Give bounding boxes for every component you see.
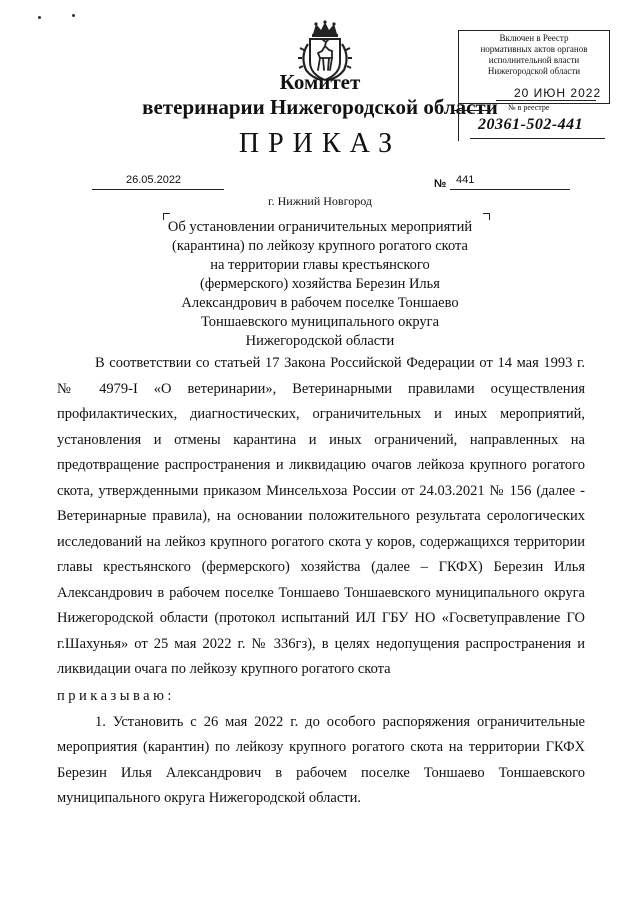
- subject-line: Об установлении ограничительных мероприятий: [167, 219, 473, 235]
- document-type-heading: ПРИКАЗ: [238, 128, 402, 159]
- number-underline: [450, 189, 570, 190]
- subject-line: (фермерского) хозяйства Березин Илья: [200, 276, 440, 292]
- document-date: 26.05.2022: [126, 174, 182, 186]
- committee-title: Комитет: [279, 70, 361, 94]
- document-subject: [150, 218, 490, 351]
- subject-line: (карантина) по лейкозу крупного рогатого скота: [172, 238, 468, 254]
- scan-speck: [72, 14, 75, 17]
- stamp-line: нормативных актов органов: [480, 44, 588, 54]
- decree-word: приказываю:: [57, 687, 175, 704]
- document-number: 441: [456, 174, 475, 186]
- subject-line: Нижегородской области: [245, 333, 395, 349]
- registry-date: 20 ИЮН 2022: [514, 86, 602, 100]
- registry-number-underline: [470, 138, 605, 139]
- order-item-1: 1. Установить с 26 мая 2022 г. до особого распоряжения ограничительные мероприятия (карантин) по лейкозу крупного рогатого скота на территории ГКФХ Березин Илья Александрович в рабочем поселке Тоншаево Тоншаевского муниципального округа Нижегородской области.: [57, 713, 585, 806]
- issue-city: г. Нижний Новгород: [268, 194, 372, 208]
- registry-number-label: № в реестре: [508, 103, 550, 112]
- date-underline: [92, 189, 224, 190]
- number-label: №: [434, 178, 447, 190]
- subject-line: Тоншаевского муниципального округа: [200, 314, 440, 330]
- registry-number: 20361-502-441: [478, 116, 584, 133]
- subject-line: Александрович в рабочем поселке Тоншаево: [181, 295, 459, 311]
- document-body: [57, 351, 585, 812]
- committee-subtitle: ветеринарии Нижегородской области: [142, 95, 498, 119]
- stamp-line: исполнительной власти: [488, 55, 580, 65]
- registry-date-underline: [496, 100, 596, 101]
- scan-speck: [38, 16, 41, 19]
- registry-stamp-side-line: [458, 101, 459, 141]
- stamp-line: Нижегородской области: [487, 66, 581, 76]
- stamp-overlap-line: [451, 110, 491, 111]
- stamp-line: Включен в Реестр: [499, 33, 569, 43]
- preamble-paragraph: В соответствии со статьей 17 Закона Российской Федерации от 14 мая 1993 г. № 4979-I «О ветеринарии», Ветеринарными правилами осуществления профилактических, диагностических, ограничительных и иных мероприятий, установления и отмены карантина и иных ограничений, направленных на предотвращение распространения и ликвидацию очагов лейкоза крупного рогатого скота, утвержденными приказом Минсельхоза России от 24.03.2021 № 156 (далее - Ветеринарные правила), на основании положительного результата серологических исследований на лейкоз крупного рогатого скота у коров, содержащихся территории главы крестьянского (фермерского) хозяйства (далее – ГКФХ) Березин Илья Александрович в рабочем поселке Тоншаево Тоншаевского муниципального округа Нижегородской области (протокол испытаний ИЛ ГБУ НО «Госветуправление ГО г.Шахунья» от 25 мая 2022 г. № 336гз), в целях недопущения распространения и ликвидации очага по лейкозу крупного рогатого скота: [57, 355, 585, 677]
- registry-stamp-text: [458, 33, 610, 77]
- subject-line: на территории главы крестьянского: [210, 257, 430, 273]
